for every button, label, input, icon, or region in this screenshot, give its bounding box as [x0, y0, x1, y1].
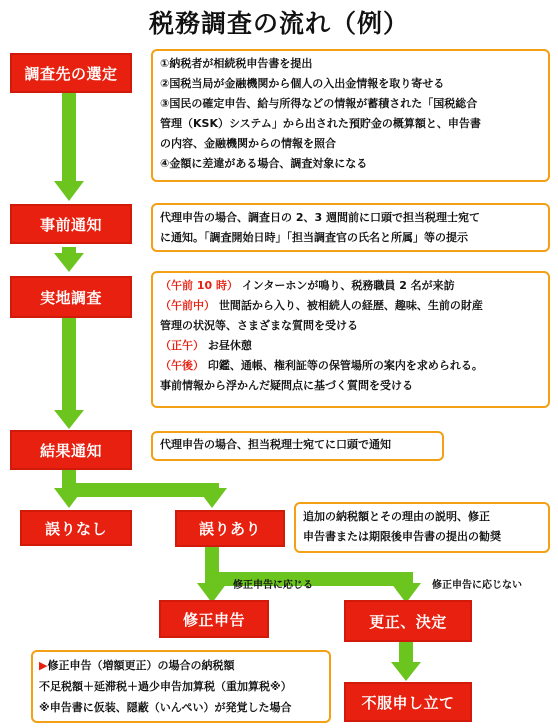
field-item-1	[160, 276, 541, 296]
result-detail-box	[151, 431, 444, 461]
step-error	[175, 510, 285, 547]
arrow-correct-objection	[399, 642, 413, 664]
field-text-1: インターホンが鳴り、税務職員 2 名が来訪	[241, 279, 455, 292]
field-time-5: （午後）	[160, 359, 204, 372]
field-text-3: 管理の状況等、さまざまな質問を受ける	[160, 319, 358, 332]
page-title: 税務調査の流れ（例）	[148, 9, 409, 38]
step-field	[10, 276, 132, 318]
field-text-5: 印鑑、通帳、権利証等の保管場所の案内を求められる。	[207, 359, 483, 372]
step-amend-label: 修正申告	[182, 610, 245, 629]
note-line-2: 不足税額＋延滞税＋過少申告加算税（重加算税※）	[39, 680, 292, 693]
field-item-4	[160, 336, 541, 356]
step-no-error	[20, 510, 132, 546]
arrowhead-notice-field	[54, 253, 84, 272]
arrow-split-bar	[62, 483, 219, 497]
selection-line-5: の内容、金融機関からの情報を照合	[160, 137, 336, 150]
step-selection-label: 調査先の選定	[24, 64, 118, 83]
arrow-field-result	[62, 318, 76, 412]
field-time-1: （午前 10 時）	[160, 279, 238, 292]
arrowhead-objection	[391, 662, 421, 681]
notice-detail-box	[151, 203, 550, 252]
arrow-selection-notice	[62, 93, 76, 183]
step-result-label: 結果通知	[39, 441, 102, 460]
step-error-label: 誤りあり	[198, 520, 261, 538]
step-selection	[10, 53, 132, 93]
note-line-1	[39, 655, 323, 676]
selection-line-1: ①納税者が相続税申告書を提出	[160, 57, 313, 70]
arrowhead-no-error	[54, 488, 84, 508]
field-text-6: 事前情報から浮かんだ疑問点に基づく質問を受ける	[160, 379, 413, 392]
selection-line-4: 管理（KSK）システム」から出された預貯金の概算額と、申告書	[160, 117, 481, 130]
step-correct-label: 更正、決定	[369, 612, 447, 631]
tax-note-box	[31, 650, 331, 723]
step-amend	[159, 600, 269, 638]
step-notice-label: 事前通知	[39, 215, 102, 234]
notice-line-1: 代理申告の場合、調査日の 2、3 週間前に口頭で担当税理士宛て	[160, 211, 480, 224]
result-line: 代理申告の場合、担当税理士宛てに口頭で通知	[160, 438, 391, 451]
field-item-3	[160, 316, 541, 336]
selection-line-6: ④金額に差違がある場合、調査対象になる	[160, 157, 368, 170]
field-detail-box	[151, 271, 550, 408]
note-marker-icon: ▶	[39, 659, 48, 672]
field-item-5	[160, 356, 541, 376]
step-objection	[344, 682, 472, 722]
selection-line-2: ②国税当局が金融機関から個人の入出金情報を取り寄せる	[160, 77, 445, 90]
selection-detail-box	[151, 49, 550, 182]
arrowhead-field-result	[54, 410, 84, 429]
arrowhead-error	[197, 488, 227, 508]
field-text-4: お昼休憩	[207, 339, 252, 352]
field-text-2: 世間話から入り、被相続人の経歴、趣味、生前の財産	[218, 299, 483, 312]
note-line-3: ※申告書に仮装、隠蔽（いんぺい）が発覚した場合	[39, 701, 292, 714]
arrow-label-correct: 修正申告に応じない	[432, 580, 522, 591]
note-heading: 修正申告（増額更正）の場合の納税額	[47, 659, 235, 672]
notice-line-2: に通知。「調査開始日時」「担当調査官の氏名と所属」等の提示	[160, 231, 468, 244]
step-no-error-label: 誤りなし	[44, 519, 107, 538]
step-result	[10, 430, 132, 470]
selection-line-3: ③国民の確定申告、給与所得などの情報が蓄積された「国税総合	[160, 97, 478, 110]
error-line-1: 追加の納税額とその理由の説明、修正	[303, 510, 490, 523]
step-correct	[344, 600, 472, 642]
arrow-label-amend: 修正申告に応じる	[233, 580, 313, 591]
arrowhead-selection-notice	[54, 181, 84, 201]
field-time-2: （午前中）	[160, 299, 215, 312]
step-field-label: 実地調査	[39, 288, 102, 307]
error-line-2: 申告書または期限後申告書の提出の勧奨	[303, 530, 501, 543]
field-time-4: （正午）	[160, 339, 204, 352]
step-notice	[10, 204, 132, 244]
field-item-6	[160, 376, 541, 396]
field-item-2	[160, 296, 541, 316]
error-detail-box	[294, 502, 550, 553]
step-objection-label: 不服申し立て	[361, 693, 455, 712]
